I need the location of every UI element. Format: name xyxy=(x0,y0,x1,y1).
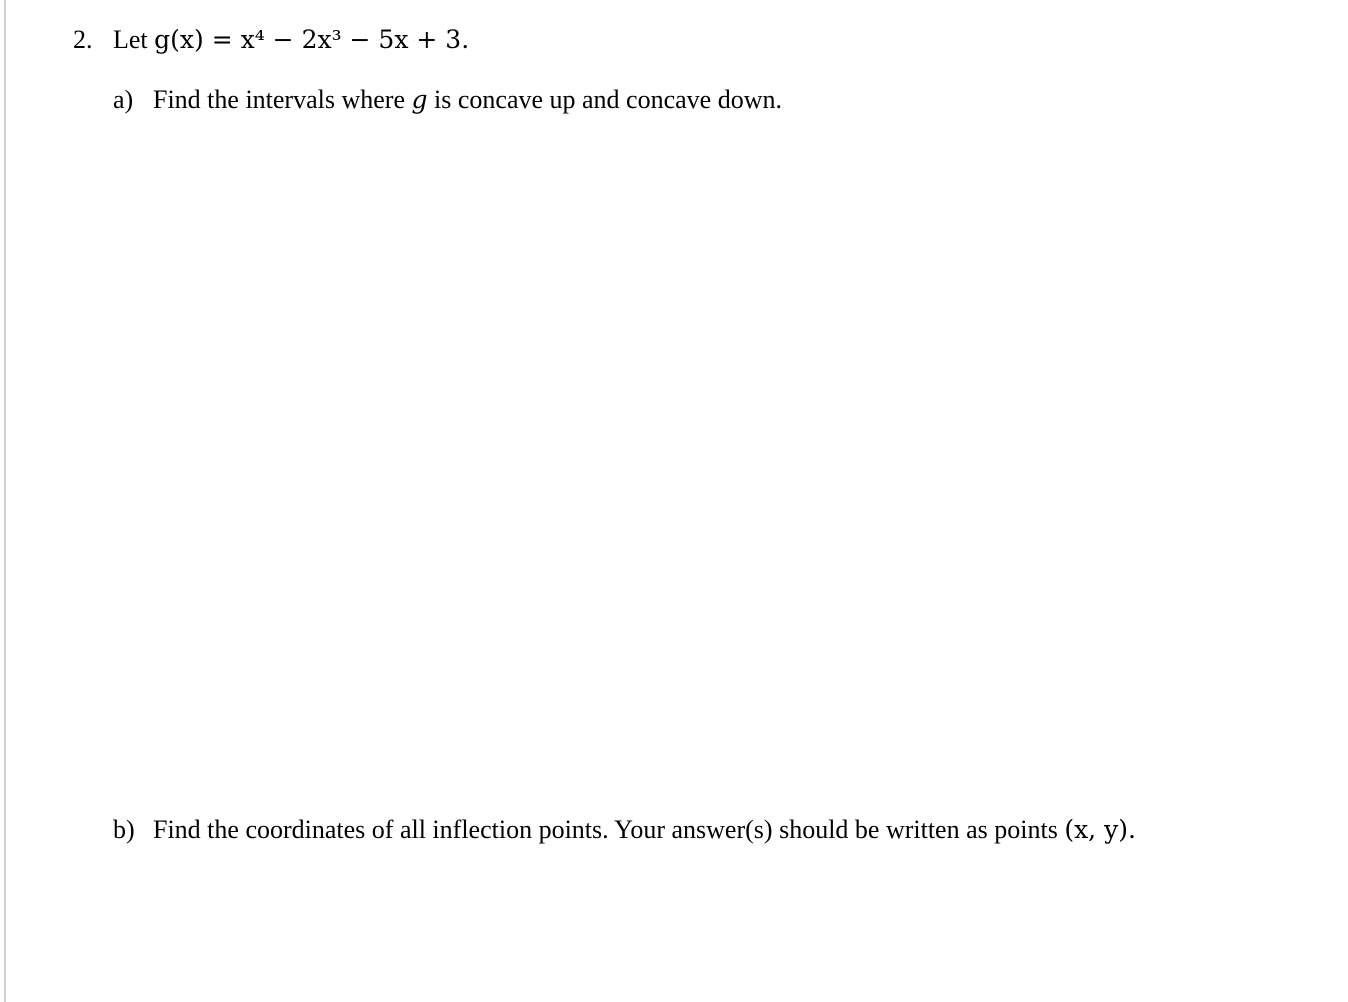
part-a-label: a) xyxy=(113,85,134,114)
part-b-label: b) xyxy=(113,815,135,844)
part-a-text-after: is concave up and concave down. xyxy=(434,85,782,114)
part-b-text: Find the coordinates of all inflection points. Your answer(s) should be written as points xyxy=(153,815,1058,844)
problem-statement xyxy=(73,25,469,55)
part-b-point: (x, y). xyxy=(1064,815,1136,844)
part-a xyxy=(113,85,782,115)
function-definition: g(x) = x⁴ − 2x³ − 5x + 3. xyxy=(154,25,470,54)
problem-lead: Let xyxy=(113,25,148,54)
page-left-border xyxy=(4,0,6,1002)
problem-number: 2. xyxy=(73,25,93,54)
part-a-variable: g xyxy=(411,85,428,114)
part-b xyxy=(113,815,1136,845)
part-a-text-before: Find the intervals where xyxy=(153,85,405,114)
